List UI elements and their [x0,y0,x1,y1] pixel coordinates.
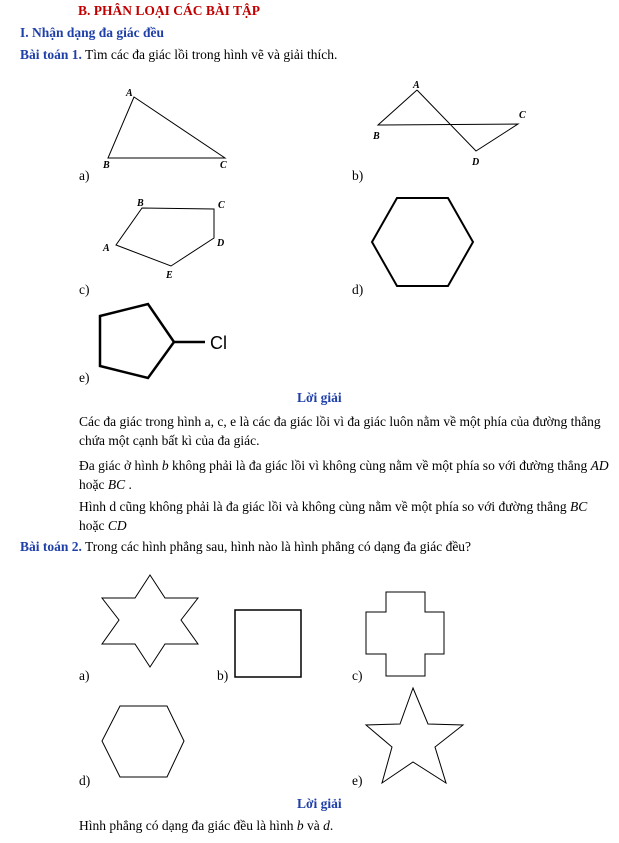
solution2-title: Lời giải [297,796,342,811]
fig2-label-e: e) [352,773,363,788]
fig-label-d: d) [352,282,364,297]
problem1-text: Tìm các đa giác lồi trong hình vẽ và giải thích. [81,47,338,62]
vertex-label-b: B [373,131,380,142]
vertex-label-b: B [103,160,110,171]
problem2-text: Trong các hình phẳng sau, hình nào là hình phẳng có dạng đa giác đều? [81,539,472,554]
fig-label-b: b) [352,168,364,183]
vertex-label-a: A [413,80,420,91]
solution1-title: Lời giải [297,390,342,405]
text-span: Hình phẳng có dạng đa giác đều là hình [79,818,297,833]
problem1-label: Bài toán 1. [20,47,82,62]
problem2-label: Bài toán 2. [20,539,82,554]
vertex-label-d: D [217,238,225,249]
line-bc: BC [570,499,588,514]
section-title: B. PHÂN LOẠI CÁC BÀI TẬP [78,3,261,18]
text-span: không phải là đa giác lồi vì không cùng nằm về một phía so với đường thẳng [168,458,591,473]
fig-label-a: a) [79,168,90,183]
solution1-paragraph-1: Các đa giác trong hình a, c, e là các đa giác lồi vì đa giác luôn nằm về một phía của đường thẳng chứa một cạnh bất kì của đa giác. [79,414,601,448]
text-span: Hình d cũng không phải là đa giác lồi và không cùng nằm về một phía so với đường thẳng [79,499,571,514]
text-span: Đa giác ở hình [79,458,162,473]
line-cd: CD [107,518,127,533]
solution2-answer [79,818,333,834]
vertex-label-c: C [218,200,225,211]
vertex-label-a: A [126,88,133,99]
vertex-label-b: B [137,198,144,209]
fig-label-e: e) [79,370,90,385]
fig2-label-b: b) [217,668,229,683]
var-b: b [161,458,169,473]
fig-label-c: c) [79,282,90,297]
vertex-label-e: E [166,270,173,281]
chlorine-label: Cl [210,333,227,353]
fig2-label-c: c) [352,668,363,683]
text-span: . [125,477,132,492]
subsection-title: I. Nhận dạng đa giác đều [20,25,165,40]
text-span: hoặc [79,477,108,492]
fig2-label-d: d) [79,773,91,788]
text-span: hoặc [79,518,108,533]
text-span: và [303,818,324,833]
fig2-label-a: a) [79,668,90,683]
line-ad: AD [590,458,609,473]
line-bc: BC [107,477,126,492]
text-span: . [329,818,334,833]
var-b: b [296,818,304,833]
vertex-label-d: D [472,157,480,168]
vertex-label-c: C [519,110,526,121]
vertex-label-c: C [220,160,227,171]
var-d: d [323,818,330,833]
vertex-label-a: A [103,243,110,254]
